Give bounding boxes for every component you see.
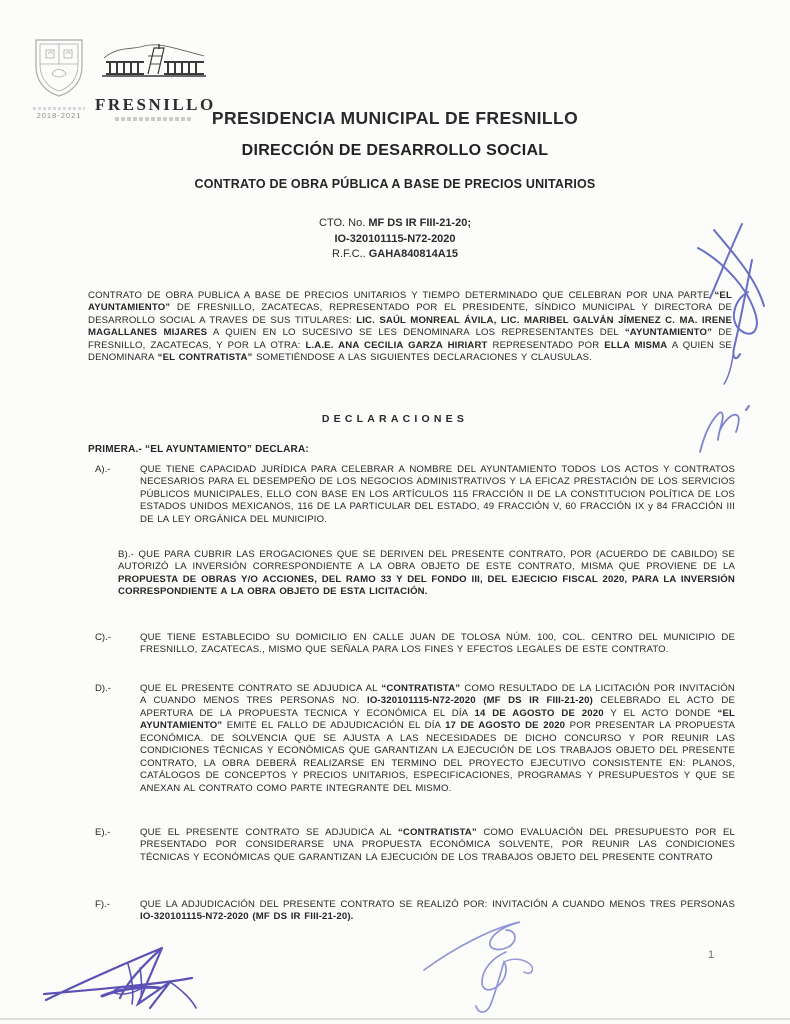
item-label: D).- — [95, 683, 111, 694]
item-label: C).- — [95, 632, 111, 643]
fresnillo-wordmark: FRESNILLO — [95, 95, 216, 114]
signature-ink-bottom-left — [42, 938, 242, 1022]
contract-type-title: CONTRATO DE OBRA PÚBLICA A BASE DE PRECIOS UNITARIOS — [194, 177, 596, 191]
seal-years: 2018-2021 — [36, 111, 82, 120]
primera-declaration-heading: PRIMERA.- “EL AYUNTAMIENTO” DECLARA: — [88, 444, 309, 455]
item-text: QUE TIENE CAPACIDAD JURÍDICA PARA CELEBRAR A NOMBRE DEL AYUNTAMIENTO TODOS LOS ACTOS Y CONTRATOS NECESARIOS PARA EL DESEMPEÑO DE LOS NEGOCIOS ADMINISTRATIVOS Y LA EFICAZ PRESTACIÓN DE LOS SERVICIOS PÚBLICOS MUNICIPALES, ELLO CON BASE EN LOS ARTÍCULOS 115 FRACCIÓN II DE LA CONSTITUCION POLÍTICA DE LOS ESTADOS UNIDOS MEXICANOS, 116 DE LA PARTICULAR DEL ESTADO, 49 FRACCIÓN V, 60 FRACCIÓN IX y 84 FRACCIÓN III DE LA LEY ORGÁNICA DEL MUNICIPIO. — [140, 464, 735, 525]
signature-ink-bottom-center — [418, 918, 568, 1018]
declaration-item-d — [95, 683, 735, 795]
item-text: B).- QUE PARA CUBRIR LAS EROGACIONES QUE SE DERIVEN DEL PRESENTE CONTRATO, POR (ACUERDO DE CABILDO) SE AUTORIZÓ LA INVERSIÓN CORRESPONDIENTE A LA OBRA OBJETO DE ESTE CONTRATO, MISMA QUE PROVIENE DE LA PROPUESTA DE OBRAS Y/O ACCIONES, DEL RAMO 33 Y DEL FONDO III, DEL EJECICIO FISCAL 2020, PARA LA INVERSIÓN CORRESPONDIENTE A LA OBRA OBJETO DE ESTA LICITACIÓN. — [118, 549, 735, 598]
tender-number-line: IO-320101115-N72-2020 — [334, 232, 456, 245]
coat-of-arms-icon — [28, 36, 90, 100]
declaration-item-a — [95, 464, 735, 526]
item-text: QUE TIENE ESTABLECIDO SU DOMICILIO EN CALLE JUAN DE TOLOSA NÚM. 100, COL. CENTRO DEL MUNICIPIO DE FRESNILLO, ZACATECAS., MISMO QUE SEÑALA PARA LOS FINES Y EFECTOS LEGALES DE ESTE CONTRATO. — [140, 632, 735, 656]
declaration-item-e — [95, 827, 735, 864]
contract-number-line: CTO. No. MF DS IR FIII-21-20; — [319, 217, 471, 229]
declaration-item-f — [95, 899, 735, 924]
document-title: PRESIDENCIA MUNICIPAL DE FRESNILLO — [211, 108, 579, 128]
rfc-line: R.F.C.. GAHA840814A15 — [332, 248, 458, 260]
contract-reference-block — [0, 216, 790, 263]
item-text: QUE EL PRESENTE CONTRATO SE ADJUDICA AL “CONTRATISTA” COMO RESULTADO DE LA LICITACIÓN POR INVITACIÓN A CUANDO MENOS TRES PERSONAS NO. IO-320101115-N72-2020 (MF DS IR FIII-21-20) CELEBRADO EL ACTO DE APERTURA DE LA PROPUESTA TECNICA Y ECONÓMICA EL DÍA 14 DE AGOSTO DE 2020 Y EL ACTO DONDE “EL AYUNTAMIENTO” EMITE EL FALLO DE ADJUDICACIÓN EL DÍA 17 DE AGOSTO DE 2020 POR PRESENTAR LA PROPUESTA ECONÓMICA. DE SOLVENCIA QUE SE AJUSTA A LAS NECESIDADES DE DICHO CONCURSO Y POR REUNIR LAS CONDICIONES TÉCNICAS Y ECONÓMICAS QUE GARANTIZAN LA EJECUCIÓN DE LOS TRABAJOS OBJETO DEL PRESENTE CONTRATO, LA OBRA DEBERÁ REALIZARSE EN TERMINO DEL PROYECTO EJECUTIVO CONSISTENTE EN: PLANOS, CATÁLOGOS DE CONCEPTOS Y PRECIOS UNITARIOS, ESPECIFICACIONES, PROGRAMAS Y PRESUPUESTOS Y QUE SE ANEXAN AL CONTRATO COMO PARTE INTEGRANTE DEL MISMO. — [140, 683, 736, 794]
item-label: F).- — [95, 899, 110, 910]
declarations-heading: DECLARACIONES — [321, 413, 469, 425]
declaration-item-c — [95, 632, 735, 657]
declaration-item-b — [118, 549, 735, 599]
page-number: 1 — [708, 949, 715, 961]
item-label: A).- — [95, 464, 111, 475]
intro-paragraph: CONTRATO DE OBRA PUBLICA A BASE DE PRECIOS UNITARIOS Y TIEMPO DETERMINADO QUE CELEBRAN POR UNA PARTE “EL AYUNTAMIENTO” DE FRESNILLO, ZACATECAS, REPRESENTADO POR EL PRESIDENTE, SÍNDICO MUNICIPAL Y DIRECTORA DE DESARROLLO SOCIAL A TRAVES DE SUS TITULARES: LIC. SAÚL MONREAL ÁVILA, LIC. MARIBEL GALVÁN JÍMENEZ C. MA. IRENE MAGALLANES MIJARES A QUIEN EN LO SUCESIVO SE LES DENOMINARA LOS REPRESENTANTES DEL “AYUNTAMIENTO” DE FRESNILLO, ZACATECAS, Y POR LA OTRA: L.A.E. ANA CECILIA GARZA HIRIART REPRESENTADO POR ELLA MISMA A QUIEN SE DENOMINARA “EL CONTRATISTA” SOMETIÉNDOSE A LAS SIGUIENTES DECLARACIONES Y CLAUSULAS. — [88, 290, 732, 364]
fresnillo-landmark-icon — [98, 40, 210, 92]
item-text: QUE LA ADJUDICACIÓN DEL PRESENTE CONTRATO SE REALIZÓ POR: INVITACIÓN A CUANDO MENOS TRES PERSONAS IO-320101115-N72-2020 (MF DS IR FIII-21-20). — [140, 899, 735, 923]
item-text: QUE EL PRESENTE CONTRATO SE ADJUDICA AL “CONTRATISTA” COMO EVALUACIÓN DEL PRESUPUESTO POR EL PRESENTADO POR CONSIDERARSE UNA PROPUESTA ECONÓMICA SOLVENTE, POR REUNIR LAS CONDICIONES TÉCNICAS Y ECONÓMICAS QUE GARANTIZAN LA EJECUCIÓN DE LOS TRABAJOS OBJETO DEL PRESENTE CONTRATO — [140, 827, 735, 863]
department-title: DIRECCIÓN DE DESARROLLO SOCIAL — [241, 142, 549, 159]
item-label: E).- — [95, 827, 111, 838]
